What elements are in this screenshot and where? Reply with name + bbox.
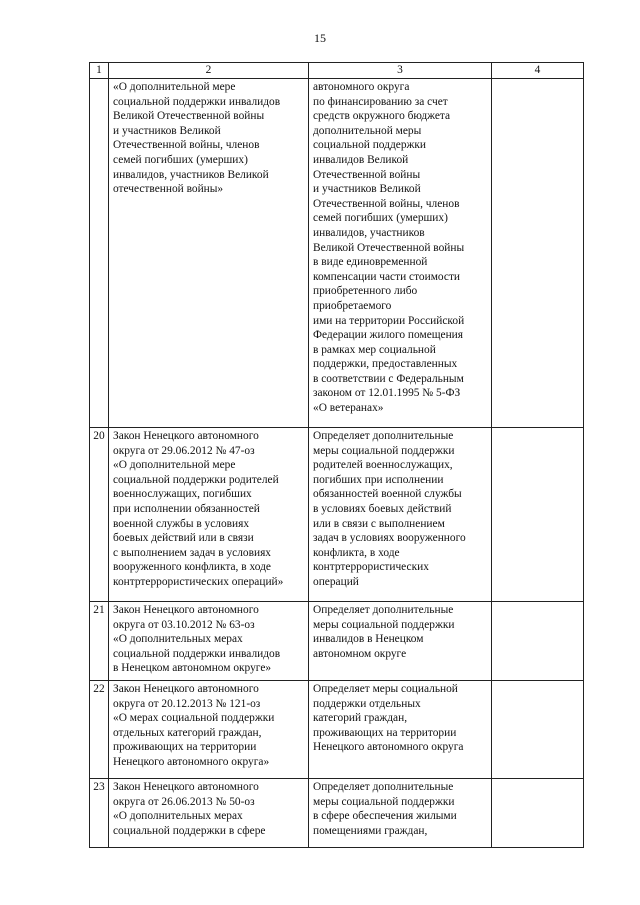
table-row — [90, 428, 584, 602]
note-cell — [492, 428, 584, 602]
law-title: Закон Ненецкого автономного округа от 29.06.2012 № 47-оз «О дополнительной мере социальной поддержки родителей военнослужащих, погибших при исполнении обязанностей военной службы в условиях боевых действий или в связи с выполнением задач в условиях вооруженного конфликта, в ходе контртеррористических операций» — [113, 430, 284, 588]
page-number: 15 — [314, 31, 326, 45]
table-row — [90, 602, 584, 681]
law-title: Закон Ненецкого автономного округа от 03.10.2012 № 63-оз «О дополнительных мерах социальной поддержки инвалидов в Ненецком автономном округе» — [113, 604, 281, 675]
row-number: 21 — [90, 602, 109, 681]
law-title: Закон Ненецкого автономного округа от 20.12.2013 № 121-оз «О мерах социальной поддержки отдельных категорий граждан, проживающих на территории Ненецкого автономного округа» — [113, 683, 275, 768]
table-row — [90, 681, 584, 779]
note-cell — [492, 79, 584, 428]
law-description: Определяет дополнительные меры социальной поддержки в сфере обеспечения жилыми помещениями граждан, — [313, 781, 457, 837]
law-description: Определяет меры социальной поддержки отдельных категорий граждан, проживающих на территории Ненецкого автономного округа — [313, 683, 464, 754]
law-description: Определяет дополнительные меры социальной поддержки инвалидов в Ненецком автономном округе — [313, 604, 455, 660]
table-row — [90, 79, 584, 428]
note-cell — [492, 602, 584, 681]
note-cell — [492, 779, 584, 848]
note-cell — [492, 681, 584, 779]
row-number: 23 — [90, 779, 109, 848]
row-number: 22 — [90, 681, 109, 779]
column-header-2: 2 — [109, 63, 309, 79]
laws-table — [89, 62, 584, 848]
column-header-4: 4 — [492, 63, 584, 79]
row-number — [90, 79, 109, 428]
table-header-row — [90, 63, 584, 79]
column-header-1: 1 — [90, 63, 109, 79]
law-description: Определяет дополнительные меры социальной поддержки родителей военнослужащих, погибших при исполнении обязанностей военной службы в условиях боевых действий или в связи с выполнением задач в условиях вооруженного конфликта, в ходе контртеррористических операций — [313, 430, 466, 588]
law-description: автономного округа по финансированию за счет средств окружного бюджета дополнительной меры социальной поддержки инвалидов Великой Отечественной войны и участников Великой Отечественной войны, членов семей погибших (умерших) инвалидов, участников Великой Отечественной войны в виде единовременной компенсации части стоимости приобретенного либо приобретаемого ими на территории Российской Федерации жилого помещения в рамках мер социальной поддержки, предоставленных в соответствии с Федеральным законом от 12.01.1995 № 5-ФЗ «О ветеранах» — [313, 81, 465, 415]
row-number: 20 — [90, 428, 109, 602]
column-header-3: 3 — [309, 63, 492, 79]
law-title: Закон Ненецкого автономного округа от 26.06.2013 № 50-оз «О дополнительных мерах социальной поддержки в сфере — [113, 781, 266, 837]
table-row — [90, 779, 584, 848]
law-title: «О дополнительной мере социальной поддержки инвалидов Великой Отечественной войны и участников Великой Отечественной войны, членов семей погибших (умерших) инвалидов, участников Великой отечественной войны» — [113, 81, 281, 196]
